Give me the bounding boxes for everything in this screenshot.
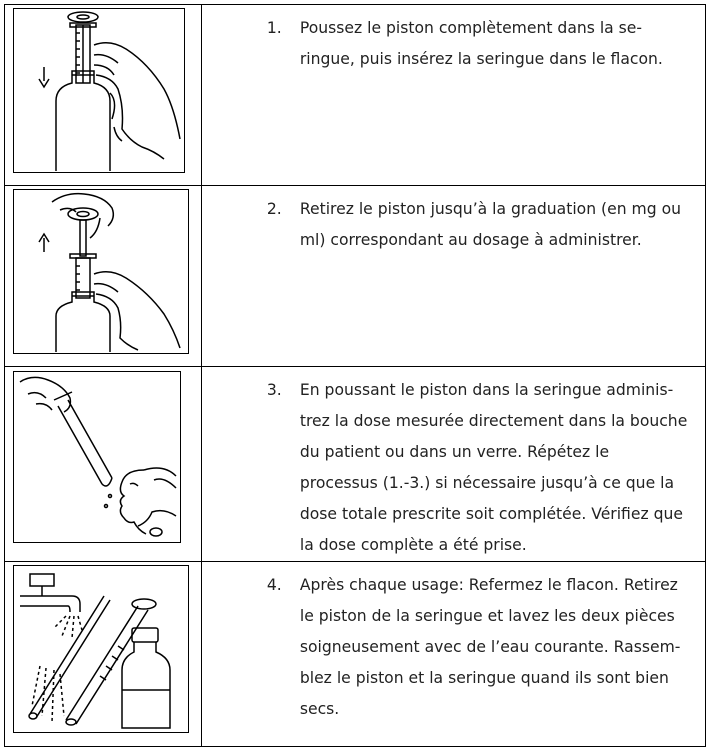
step-text: Poussez le piston complètement dans la se-ringue, puis insérez la seringue dans le flacon. <box>299 19 663 68</box>
step-text: Retirez le piston jusqu’à la graduation (en mg ou ml) correspondant au dosage à administrer. <box>299 200 682 249</box>
illustration-frame <box>13 189 189 354</box>
illustration-frame <box>13 371 181 543</box>
step-text: En poussant le piston dans la seringue adminis-trez la dose mesurée directement dans la bouche du patient ou dans un verre. Répétez le processus (1.-3.) si nécessaire jusqu’à ce que la dose totale prescrite soit complétée. Vérifiez que la dose complète a été prise. <box>299 381 688 554</box>
illustration-cell <box>5 186 202 367</box>
syringe-into-bottle-icon <box>14 9 183 171</box>
illustration-cell <box>5 5 202 186</box>
illustration-cell <box>5 562 202 747</box>
step-number: 1. <box>266 19 282 37</box>
table-row <box>5 5 706 186</box>
rinse-syringe-icon <box>14 566 187 731</box>
text-cell <box>201 5 705 186</box>
pull-plunger-icon <box>14 190 187 352</box>
step-number: 3. <box>266 381 282 399</box>
table-row <box>5 367 706 562</box>
table-row <box>5 562 706 747</box>
step-4 <box>202 562 705 725</box>
illustration-frame <box>13 565 189 733</box>
step-2 <box>202 186 705 256</box>
step-1 <box>202 5 705 75</box>
step-number: 4. <box>266 576 282 594</box>
oral-dosing-icon <box>14 372 179 541</box>
illustration-cell <box>5 367 202 562</box>
instructions-table <box>4 4 706 747</box>
text-cell <box>201 186 705 367</box>
step-3 <box>202 367 705 561</box>
illustration-frame <box>13 8 185 173</box>
text-cell <box>201 562 705 747</box>
step-text: Après chaque usage: Refermez le flacon. Retirez le piston de la seringue et lavez les deux pièces soigneusement avec de l’eau courante. Rassem-blez le piston et la seringue quand ils sont bien secs. <box>299 576 681 718</box>
text-cell <box>201 367 705 562</box>
table-row <box>5 186 706 367</box>
step-number: 2. <box>266 200 282 218</box>
